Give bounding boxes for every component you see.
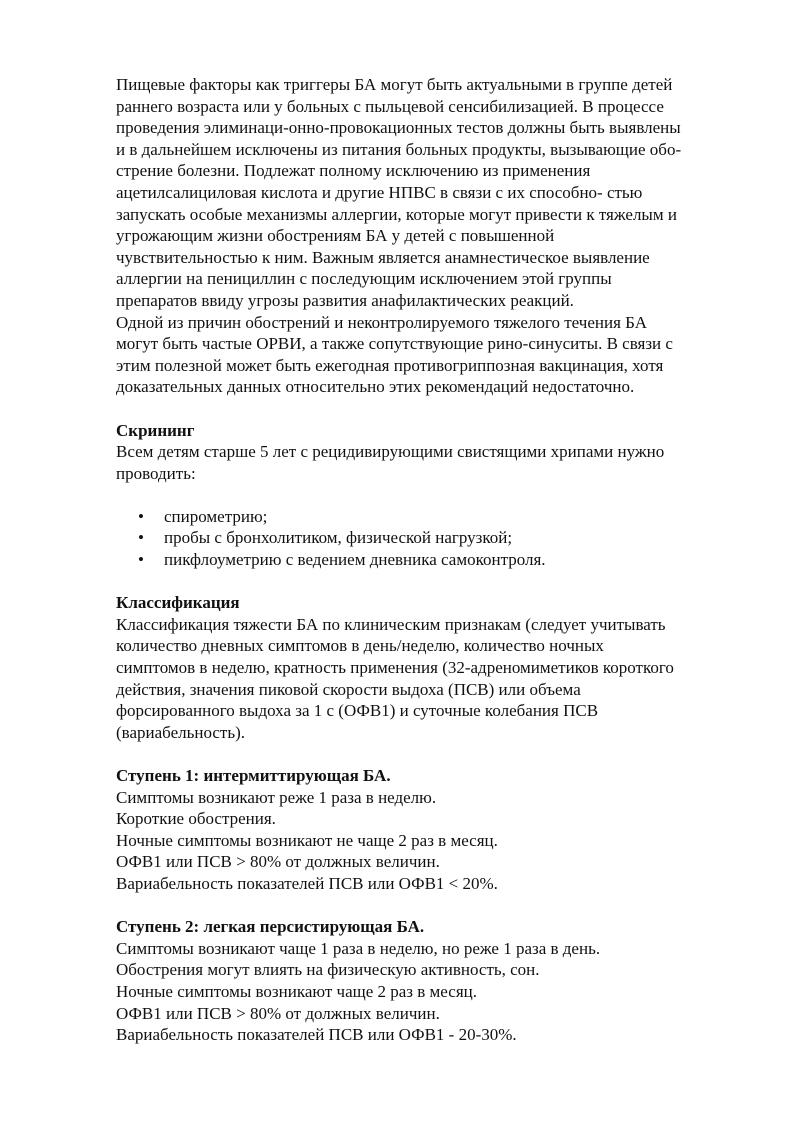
text-line: Одной из причин обострений и неконтролируемого тяжелого течения БА <box>116 312 647 332</box>
step2-section <box>116 916 766 1046</box>
list-item <box>116 506 766 528</box>
spacer <box>116 895 766 917</box>
text-line: доказательных данных относительно этих рекомендаций недостаточно. <box>116 377 635 397</box>
section-heading-classification: Классификация <box>116 593 240 613</box>
spacer <box>116 571 766 593</box>
screening-section <box>116 420 766 571</box>
text-line: форсированного выдоха за 1 с (ОФВ1) и суточные колебания ПСВ <box>116 701 599 721</box>
text-line: Симптомы возникают реже 1 раза в неделю. <box>116 787 437 807</box>
list-item <box>116 549 766 571</box>
text-line: ацетилсалициловая кислота и другие НПВС в связи с их способно- стью <box>116 182 643 202</box>
text-line: Классификация тяжести БА по клиническим признакам (следует учитывать <box>116 614 666 634</box>
text-line: (вариабельность). <box>116 722 246 742</box>
section-heading-step2: Ступень 2: легкая персистирующая БА. <box>116 917 425 937</box>
text-line: Обострения могут влиять на физическую активность, сон. <box>116 960 540 980</box>
text-line: раннего возраста или у больных с пыльцевой сенсибилизацией. В процессе <box>116 96 664 116</box>
text-line: запускать особые механизмы аллергии, которые могут привести к тяжелым и <box>116 204 677 224</box>
text-line: Вариабельность показателей ПСВ или ОФВ1 < 20%. <box>116 873 498 893</box>
text-line: препаратов ввиду угрозы развития анафилактических реакций. <box>116 290 574 310</box>
list-item <box>116 527 766 549</box>
step1-section <box>116 765 766 895</box>
text-line: чувствительностью к ним. Важным является анамнестическое выявление <box>116 247 650 267</box>
text-line: Пищевые факторы как триггеры БА могут быть актуальными в группе детей <box>116 75 673 94</box>
bullet-icon: • <box>138 506 144 526</box>
bullet-icon: • <box>138 550 144 570</box>
text-line: и в дальнейшем исключены из питания больных продукты, вызывающие обо- <box>116 139 682 159</box>
text-line: Ночные симптомы возникают чаще 2 раз в месяц. <box>116 981 477 1001</box>
text-line: симптомов в неделю, кратность применения (32-адреномиметиков короткого <box>116 658 674 678</box>
text-line: Ночные симптомы возникают не чаще 2 раз в месяц. <box>116 830 498 850</box>
text-line: количество дневных симптомов в день/неделю, количество ночных <box>116 636 604 656</box>
spacer <box>116 743 766 765</box>
list-item-text: пробы с бронхолитиком, физической нагрузкой; <box>164 528 513 548</box>
spacer <box>116 484 766 506</box>
screening-list <box>116 506 766 571</box>
classification-section <box>116 592 766 743</box>
text-line: ОФВ1 или ПСВ > 80% от должных величин. <box>116 852 440 872</box>
text-line: действия, значения пиковой скорости выдоха (ПСВ) или объема <box>116 679 581 699</box>
text-line: стрение болезни. Подлежат полному исключению из применения <box>116 161 591 181</box>
text-line: Короткие обострения. <box>116 809 276 829</box>
section-heading-screening: Скрининг <box>116 420 195 440</box>
text-line: угрожающим жизни обострениям БА у детей с повышенной <box>116 226 555 246</box>
intro-paragraph <box>116 74 766 398</box>
text-line: проводить: <box>116 463 196 483</box>
section-heading-step1: Ступень 1: интермиттирующая БА. <box>116 766 391 785</box>
bullet-icon: • <box>138 528 144 548</box>
text-line: Вариабельность показателей ПСВ или ОФВ1 - 20-30%. <box>116 1025 517 1045</box>
text-line: аллергии на пенициллин с последующим исключением этой группы <box>116 269 612 289</box>
text-line: могут быть частые ОРВИ, а также сопутствующие рино-синуситы. В связи с <box>116 334 673 354</box>
spacer <box>116 398 766 420</box>
document-page <box>116 74 766 1046</box>
text-line: Симптомы возникают чаще 1 раза в неделю, но реже 1 раза в день. <box>116 938 601 958</box>
text-line: ОФВ1 или ПСВ > 80% от должных величин. <box>116 1003 440 1023</box>
text-line: Всем детям старше 5 лет с рецидивирующими свистящими хрипами нужно <box>116 442 665 462</box>
list-item-text: спирометрию; <box>164 506 268 526</box>
text-line: этим полезной может быть ежегодная противогриппозная вакцинация, хотя <box>116 355 664 375</box>
text-line: проведения элиминаци-онно-провокационных тестов должны быть выявлены <box>116 118 681 138</box>
list-item-text: пикфлоуметрию с ведением дневника самоконтроля. <box>164 550 546 570</box>
